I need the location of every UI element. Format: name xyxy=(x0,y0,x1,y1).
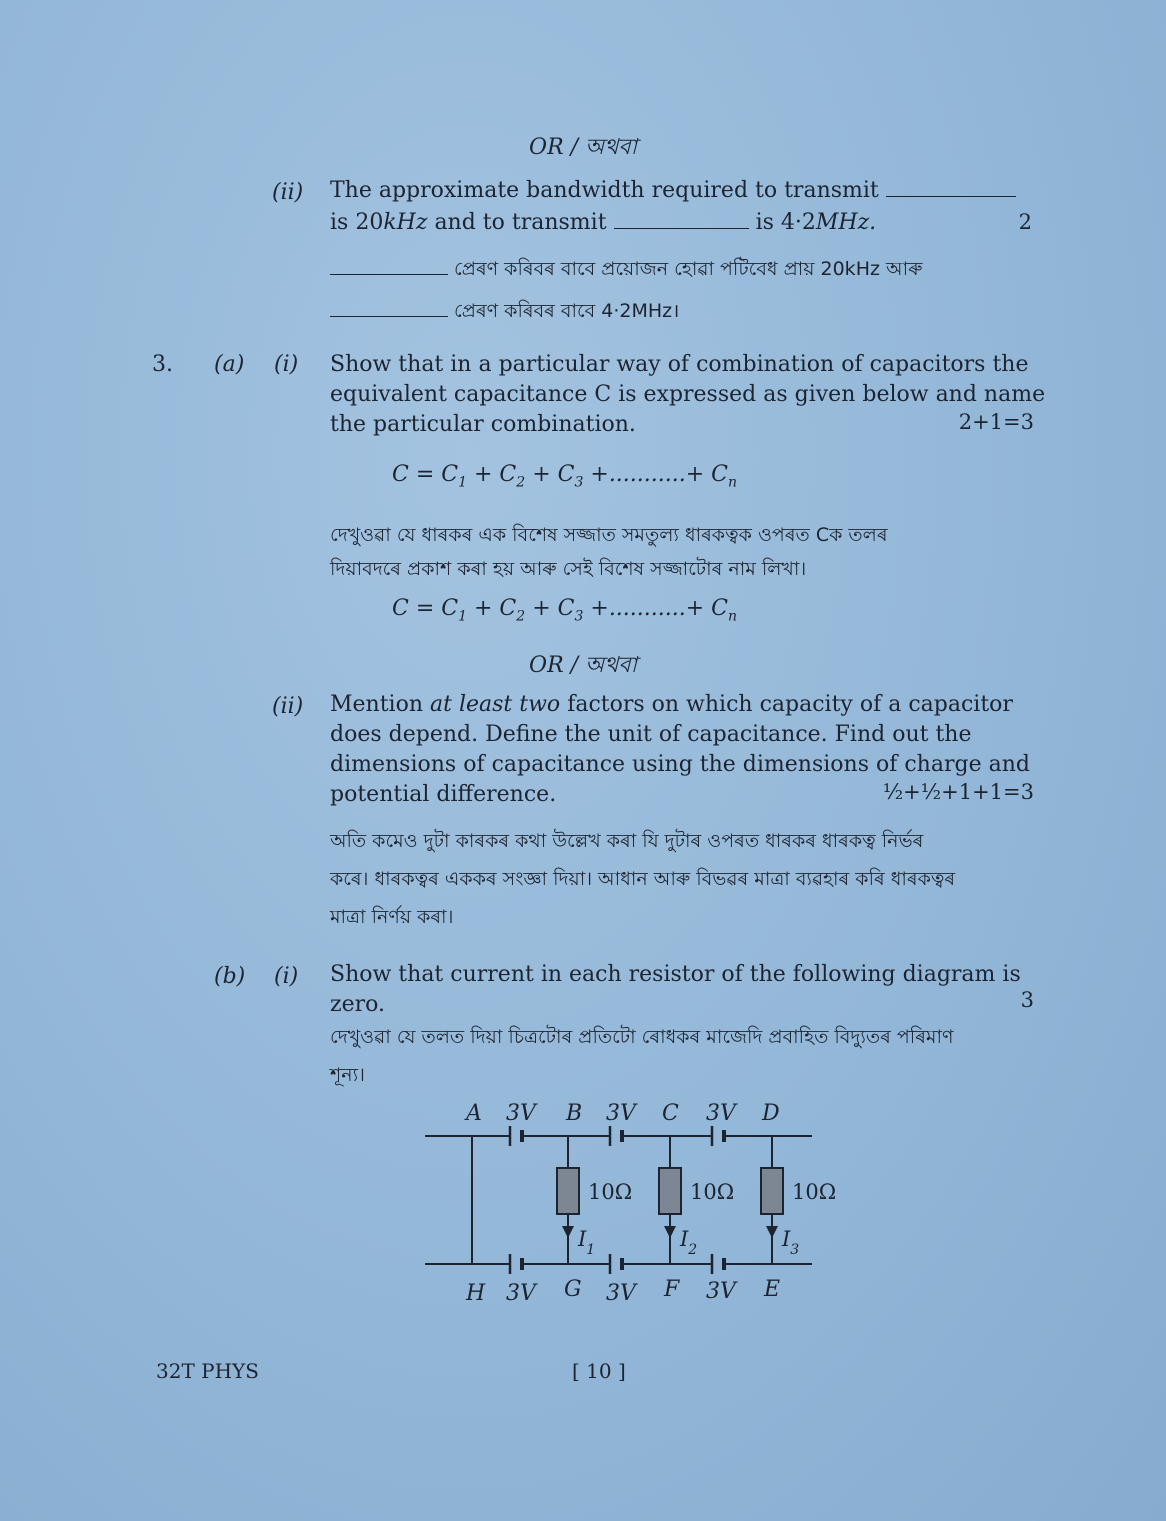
assamese-line: প্ৰেৰণ কৰিবৰ বাবে প্ৰয়োজন হোৱা পটিবেধ প্ৰায় 20kHz আৰু xyxy=(454,258,923,280)
resistor-label: 10Ω xyxy=(792,1180,837,1204)
unit: MHz. xyxy=(815,210,877,235)
eq-part: +...........+ C xyxy=(583,596,729,621)
current-sub: 2 xyxy=(688,1242,698,1258)
or-heading: OR / অথবা xyxy=(529,135,637,160)
assamese-line: দেখুওৱা যে ধাৰকৰ এক বিশেষ সজ্জাত সমতুল্য ধাৰকত্বক ওপৰত Cক তলৰ xyxy=(330,524,888,546)
eq-part: C = C xyxy=(392,462,459,487)
question-line: zero. xyxy=(330,992,385,1017)
marks: ½+½+1+1=3 xyxy=(882,780,1034,804)
resistor xyxy=(761,1168,783,1214)
sub-question-label: (i) xyxy=(274,964,299,989)
current-arrow xyxy=(664,1226,676,1238)
eq-part: C = C xyxy=(392,596,459,621)
eq-part: + C xyxy=(525,462,575,487)
marks: 3 xyxy=(1020,988,1034,1012)
sub-question-label: (ii) xyxy=(272,694,304,719)
eq-part: + C xyxy=(525,596,575,621)
emphasis: at least two xyxy=(430,692,561,717)
part-label: (a) xyxy=(214,352,245,377)
node-label-h: H xyxy=(466,1281,486,1306)
current-label xyxy=(679,1227,697,1258)
text-fragment: Mention xyxy=(330,692,424,717)
current-symbol: I xyxy=(782,1227,791,1251)
current-sub: 3 xyxy=(790,1242,800,1258)
eq-sub: 2 xyxy=(516,474,526,491)
current-symbol: I xyxy=(578,1227,587,1251)
eq-sub: 1 xyxy=(458,474,468,491)
paper-code: 32T PHYS xyxy=(156,1359,259,1383)
node-label-d: D xyxy=(762,1101,780,1126)
page-number: [ 10 ] xyxy=(572,1359,626,1383)
part-label: (b) xyxy=(214,964,246,989)
eq-sub: n xyxy=(728,608,738,625)
question-line: Show that current in each resistor of the following diagram is xyxy=(330,962,1021,987)
eq-sub: 3 xyxy=(574,608,584,625)
current-arrow xyxy=(766,1226,778,1238)
resistor xyxy=(557,1168,579,1214)
battery-label: 3V xyxy=(506,1281,536,1306)
question-line: equivalent capacitance C is expressed as given below and name xyxy=(330,382,1046,407)
marks: 2+1=3 xyxy=(958,410,1034,434)
node-label-e: E xyxy=(764,1277,781,1302)
current-arrow xyxy=(562,1226,574,1238)
eq-sub: 3 xyxy=(574,474,584,491)
assamese-line: দেখুওৱা যে তলত দিয়া চিত্ৰটোৰ প্ৰতিটো ৰোধকৰ মাজেদি প্ৰবাহিত বিদ্যুতৰ পৰিমাণ xyxy=(330,1026,954,1048)
current-label xyxy=(577,1227,595,1258)
node-label-a: A xyxy=(466,1101,482,1126)
eq-part: + C xyxy=(467,596,517,621)
or-heading: OR / অথবা xyxy=(529,653,637,678)
question-line: potential difference. xyxy=(330,782,557,807)
eq-part: +...........+ C xyxy=(583,462,729,487)
text-fragment: is 4·2 xyxy=(755,210,816,235)
resistor-label: 10Ω xyxy=(690,1180,735,1204)
node-label-g: G xyxy=(564,1277,582,1302)
eq-sub: n xyxy=(728,474,738,491)
assamese-line: শূন্য। xyxy=(330,1064,365,1086)
marks: 2 xyxy=(1018,210,1032,234)
eq-sub: 1 xyxy=(458,608,468,625)
question-number: 3. xyxy=(152,352,173,377)
node-label-b: B xyxy=(566,1101,583,1126)
unit: kHz xyxy=(383,210,428,235)
current-sub: 1 xyxy=(586,1242,596,1258)
question-line: Show that in a particular way of combination of capacitors the xyxy=(330,352,1029,377)
text-fragment: factors on which capacity of a capacitor xyxy=(567,692,1013,717)
sub-question-label: (i) xyxy=(274,352,299,377)
eq-part: + C xyxy=(467,462,517,487)
eq-sub: 2 xyxy=(516,608,526,625)
question-line: the particular combination. xyxy=(330,412,636,437)
battery-label: 3V xyxy=(606,1101,636,1126)
battery-label: 3V xyxy=(706,1101,736,1126)
node-label-c: C xyxy=(662,1101,679,1126)
question-line: does depend. Define the unit of capacitance. Find out the xyxy=(330,722,972,747)
question-line: dimensions of capacitance using the dimensions of charge and xyxy=(330,752,1030,777)
current-label xyxy=(781,1227,799,1258)
assamese-line: মাত্ৰা নিৰ্ণয় কৰা। xyxy=(330,906,454,928)
assamese-line: দিয়াবদৰে প্ৰকাশ কৰা হয় আৰু সেই বিশেষ সজ্জাটোৰ নাম লিখা। xyxy=(330,558,807,580)
assamese-line: প্ৰেৰণ কৰিবৰ বাবে 4·2MHz। xyxy=(454,300,680,322)
battery-label: 3V xyxy=(706,1279,736,1304)
battery-label: 3V xyxy=(606,1281,636,1306)
node-label-f: F xyxy=(664,1277,680,1302)
resistor xyxy=(659,1168,681,1214)
text-fragment: and to transmit xyxy=(434,210,607,235)
current-symbol: I xyxy=(680,1227,689,1251)
battery-label: 3V xyxy=(506,1101,536,1126)
question-line: The approximate bandwidth required to transmit xyxy=(330,178,879,203)
assamese-line: কৰে। ধাৰকত্বৰ এককৰ সংজ্ঞা দিয়া। আধান আৰু বিভৱৰ মাত্ৰা ব্যৱহাৰ কৰি ধাৰকত্বৰ xyxy=(330,868,956,890)
sub-question-label: (ii) xyxy=(272,180,304,205)
assamese-line: অতি কমেও দুটা কাৰকৰ কথা উল্লেখ কৰা যি দুটাৰ ওপৰত ধাৰকৰ ধাৰকত্ব নিৰ্ভৰ xyxy=(330,830,924,852)
resistor-label: 10Ω xyxy=(588,1180,633,1204)
text-fragment: is 20 xyxy=(330,210,384,235)
